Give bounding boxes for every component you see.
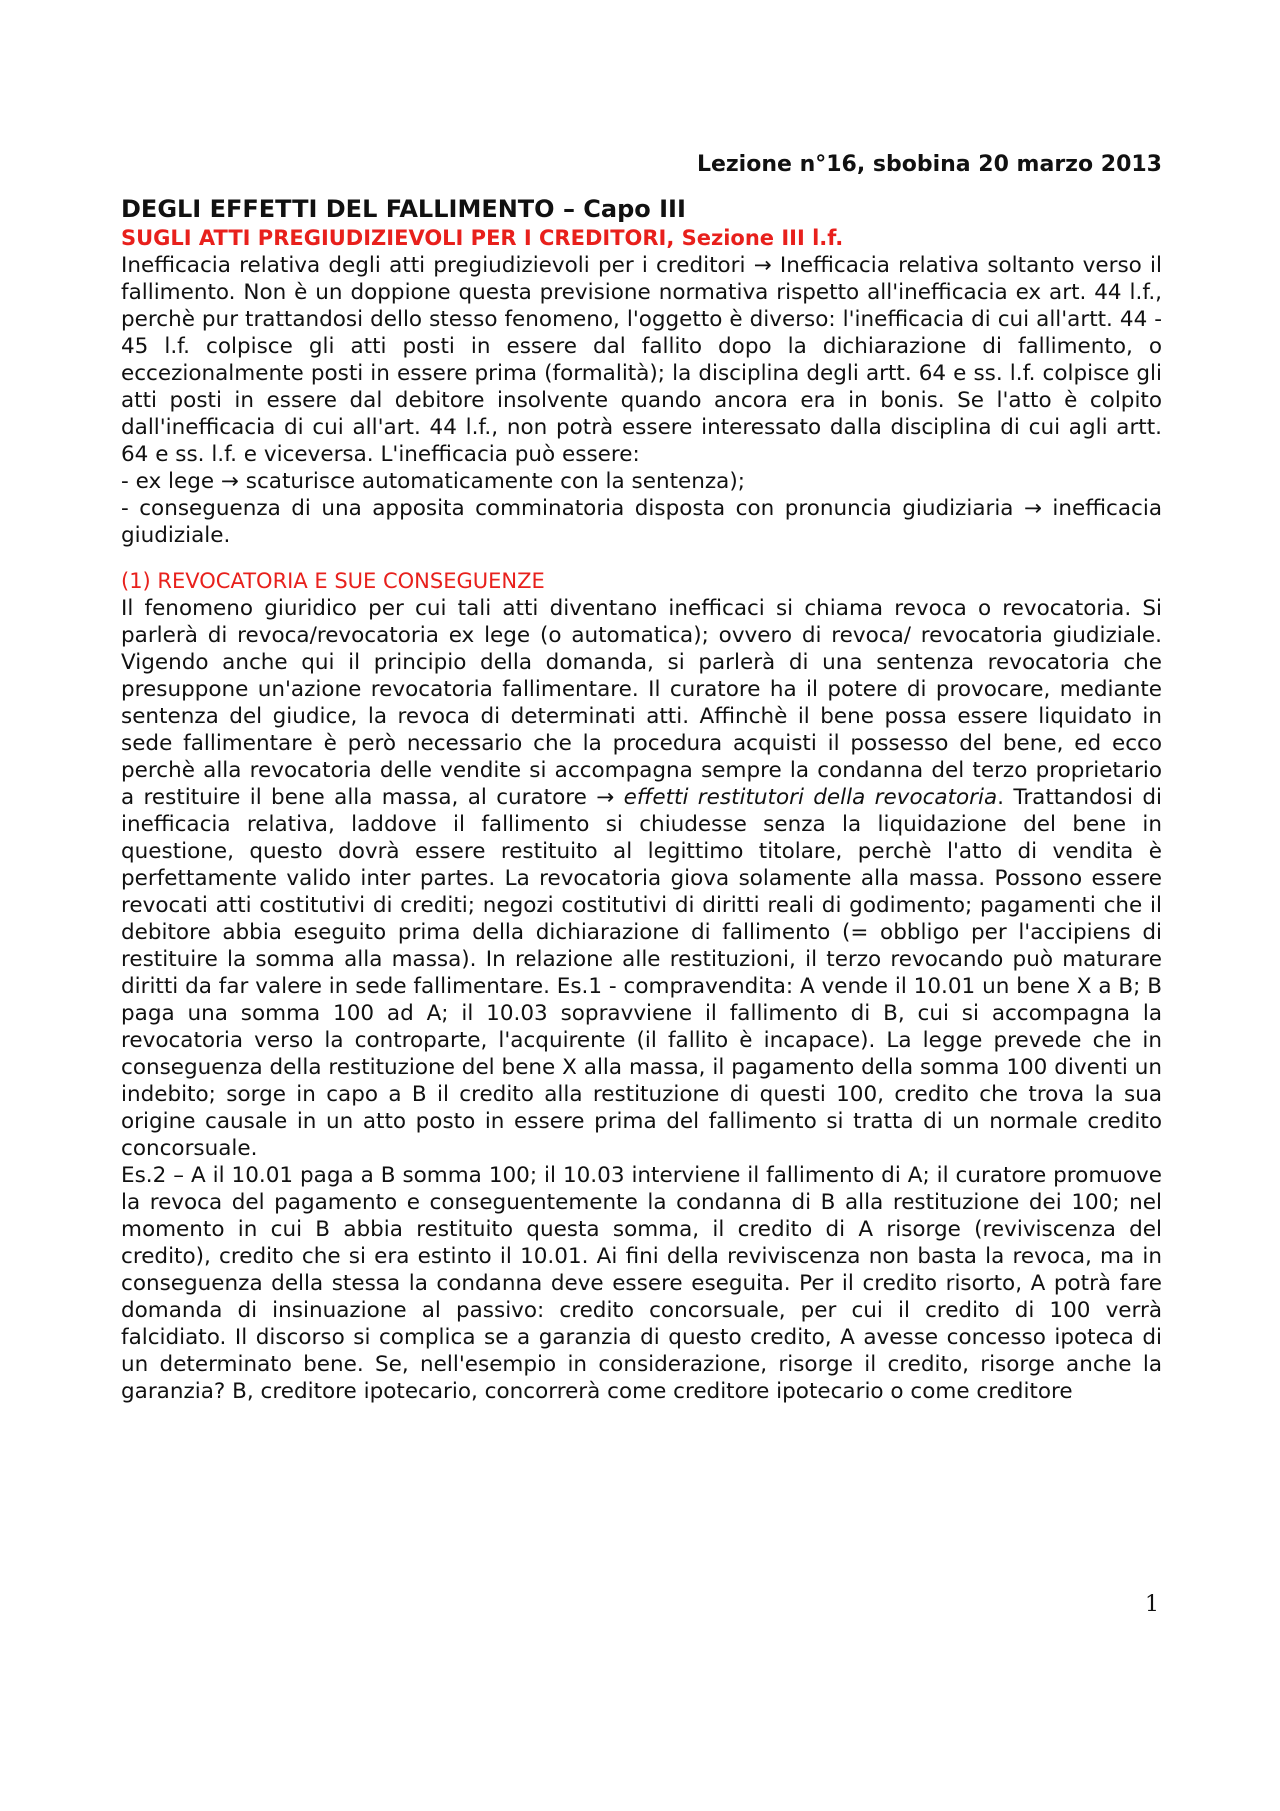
lesson-header: Lezione n°16, sbobina 20 marzo 2013 — [696, 152, 1162, 177]
section-title: SUGLI ATTI PREGIUDIZIEVOLI PER I CREDITORI, Sezione III l.f. — [121, 226, 844, 250]
document-page — [121, 150, 1162, 1405]
page-number: 1 — [1145, 1592, 1159, 1617]
example-2-paragraph: Es.2 – A il 10.01 paga a B somma 100; il 10.03 interviene il fallimento di A; il curatore promuove la revoca del pagamento e conseguentemente la condanna di B alla restituzione dei 100; nel momento in cui B abbia restituito questa somma, il credito di A risorge (reviviscenza del credito), credito che si era estinto il 10.01. Ai fini della reviviscenza non basta la revoca, ma in conseguenza della stessa la condanna deve essere eseguita. Per il credito risorto, A potrà fare domanda di insinuazione al passivo: credito concorsuale, per cui il credito di 100 verrà falcidiato. Il discorso si complica se a garanzia di questo credito, A avesse concesso ipoteca di un determinato bene. Se, nell'esempio in considerazione, risorge il credito, risorge anche la garanzia? B, creditore ipotecario, concorrerà come creditore ipotecario o come creditore — [121, 1163, 1162, 1404]
list-item-giudiziale: - conseguenza di una apposita comminatoria disposta con pronuncia giudiziaria → inefficacia giudiziale. — [121, 496, 1162, 548]
list-item-ex-lege: - ex lege → scaturisce automaticamente con la sentenza); — [121, 469, 745, 494]
chapter-title: DEGLI EFFETTI DEL FALLIMENTO – Capo III — [121, 195, 686, 223]
revocatoria-paragraph — [121, 595, 1162, 1162]
revocatoria-text-after: . Trattandosi di inefficacia relativa, laddove il fallimento si chiudesse senza la liquidazione del bene in questione, questo dovrà essere restituito al legittimo titolare, perchè l'atto di vendita è perfettamente valido inter partes. La revocatoria giova solamente alla massa. Possono essere revocati atti costitutivi di crediti; negozi costitutivi di diritti reali di godimento; pagamenti che il debitore abbia eseguito prima della dichiarazione di fallimento (= obbligo per l'accipiens di restituire la somma alla massa). In relazione alle restituzioni, il terzo revocando può maturare diritti da far valere in sede fallimentare. Es.1 - compravendita: A vende il 10.01 un bene X a B; B paga una somma 100 ad A; il 10.03 sopravviene il fallimento di B, cui si accompagna la revocatoria verso la controparte, l'acquirente (il fallito è incapace). La legge prevede che in conseguenza della restituzione del bene X alla massa, il pagamento della somma 100 diventi un indebito; sorge in capo a B il credito alla restituzione di questi 100, credito che trova la sua origine causale in un atto posto in essere prima del fallimento si tratta di un normale credito concorsuale. — [121, 785, 1162, 1161]
revocatoria-italic-phrase: effetti restitutori della revocatoria — [623, 785, 998, 810]
revocatoria-text-before: Il fenomeno giuridico per cui tali atti diventano inefficaci si chiama revoca o revocatoria. Si parlerà di revoca/revocatoria ex lege (o automatica); ovvero di revoca/ revocatoria giudiziale. Vigendo anche qui il principio della domanda, si parlerà di una sentenza revocatoria che presuppone un'azione revocatoria fallimentare. Il curatore ha il potere di provocare, mediante sentenza del giudice, la revoca di determinati atti. Affinchè il bene possa essere liquidato in sede fallimentare è però necessario che la procedura acquisti il possesso del bene, ed ecco perchè alla revocatoria delle vendite si accompagna sempre la condanna del terzo proprietario a restituire il bene alla massa, al curatore → — [121, 596, 1162, 810]
revocatoria-heading: (1) REVOCATORIA E SUE CONSEGUENZE — [121, 569, 545, 593]
intro-paragraph: Inefficacia relativa degli atti pregiudizievoli per i creditori → Inefficacia relativa soltanto verso il fallimento. Non è un doppione questa previsione normativa rispetto all'inefficacia ex art. 44 l.f., perchè pur trattandosi dello stesso fenomeno, l'oggetto è diverso: l'inefficacia di cui all'artt. 44 - 45 l.f. colpisce gli atti posti in essere dal fallito dopo la dichiarazione di fallimento, o eccezionalmente posti in essere prima (formalità); la disciplina degli artt. 64 e ss. l.f. colpisce gli atti posti in essere dal debitore insolvente quando ancora era in bonis. Se l'atto è colpito dall'inefficacia di cui all'art. 44 l.f., non potrà essere interessato dalla disciplina di cui agli artt. 64 e ss. l.f. e viceversa. L'inefficacia può essere: — [121, 253, 1162, 467]
